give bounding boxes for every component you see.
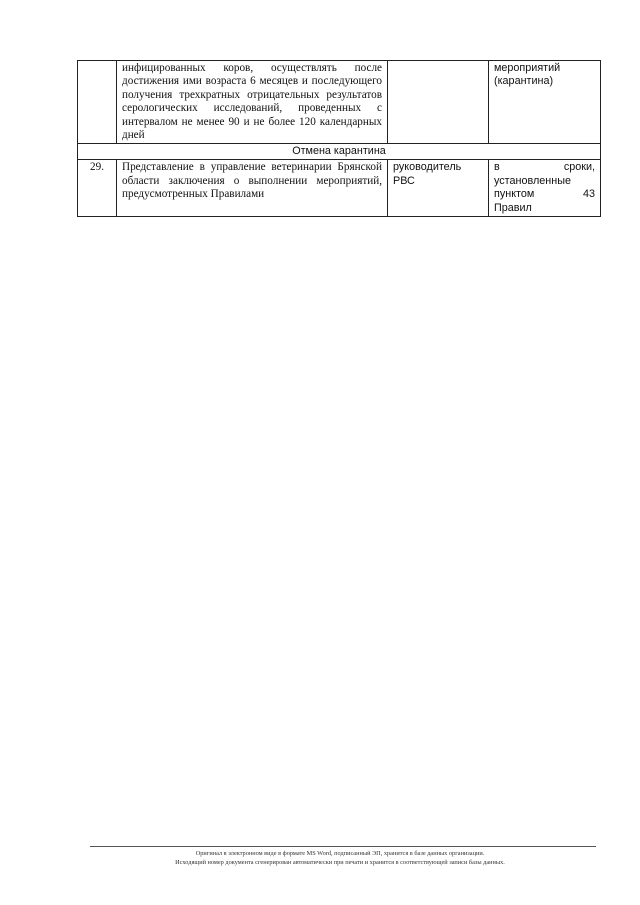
deadline-word: 43 (582, 188, 595, 201)
measure-text-cell: инфицированных коров, осуществлять после достижения ими возраста 6 месяцев и последующего получения трехкратных отрицательных результатов серологических исследований, проведенных с интервалом не менее 90 и не более 120 календарных дней (117, 61, 388, 144)
deadline-cell (489, 160, 601, 217)
footer-note: Оригинал в электронном виде в формате MS Word, подписанный ЭП, хранится в базе данных организации. (195, 850, 485, 857)
table-row (78, 160, 601, 217)
deadline-word: пунктом (494, 188, 535, 201)
row-number-cell: 29. (78, 160, 117, 217)
footer-note: Исходящий номер документа сгенерирован автоматически при печати и хранится в соответствующей записи базы данных. (175, 859, 505, 866)
deadline-line: Правил (494, 201, 532, 214)
deadline-cell: мероприятий (карантина) (489, 61, 601, 144)
deadline-word: сроки, (563, 161, 595, 174)
footer-divider (90, 846, 596, 847)
deadline-line: установленные (494, 174, 571, 187)
section-title: Отмена карантина (78, 144, 601, 160)
responsible-cell (388, 61, 489, 144)
measures-table (77, 60, 601, 217)
deadline-line (494, 188, 595, 201)
responsible-cell: руководитель РВС (388, 160, 489, 217)
measure-text-cell: Представление в управление ветеринарии Брянской области заключения о выполнении мероприятий, предусмотренных Правилами (117, 160, 388, 217)
deadline-line (494, 161, 595, 174)
deadline-word: в (494, 161, 500, 174)
section-row (78, 144, 601, 160)
row-number-cell (78, 61, 117, 144)
table-row (78, 61, 601, 144)
